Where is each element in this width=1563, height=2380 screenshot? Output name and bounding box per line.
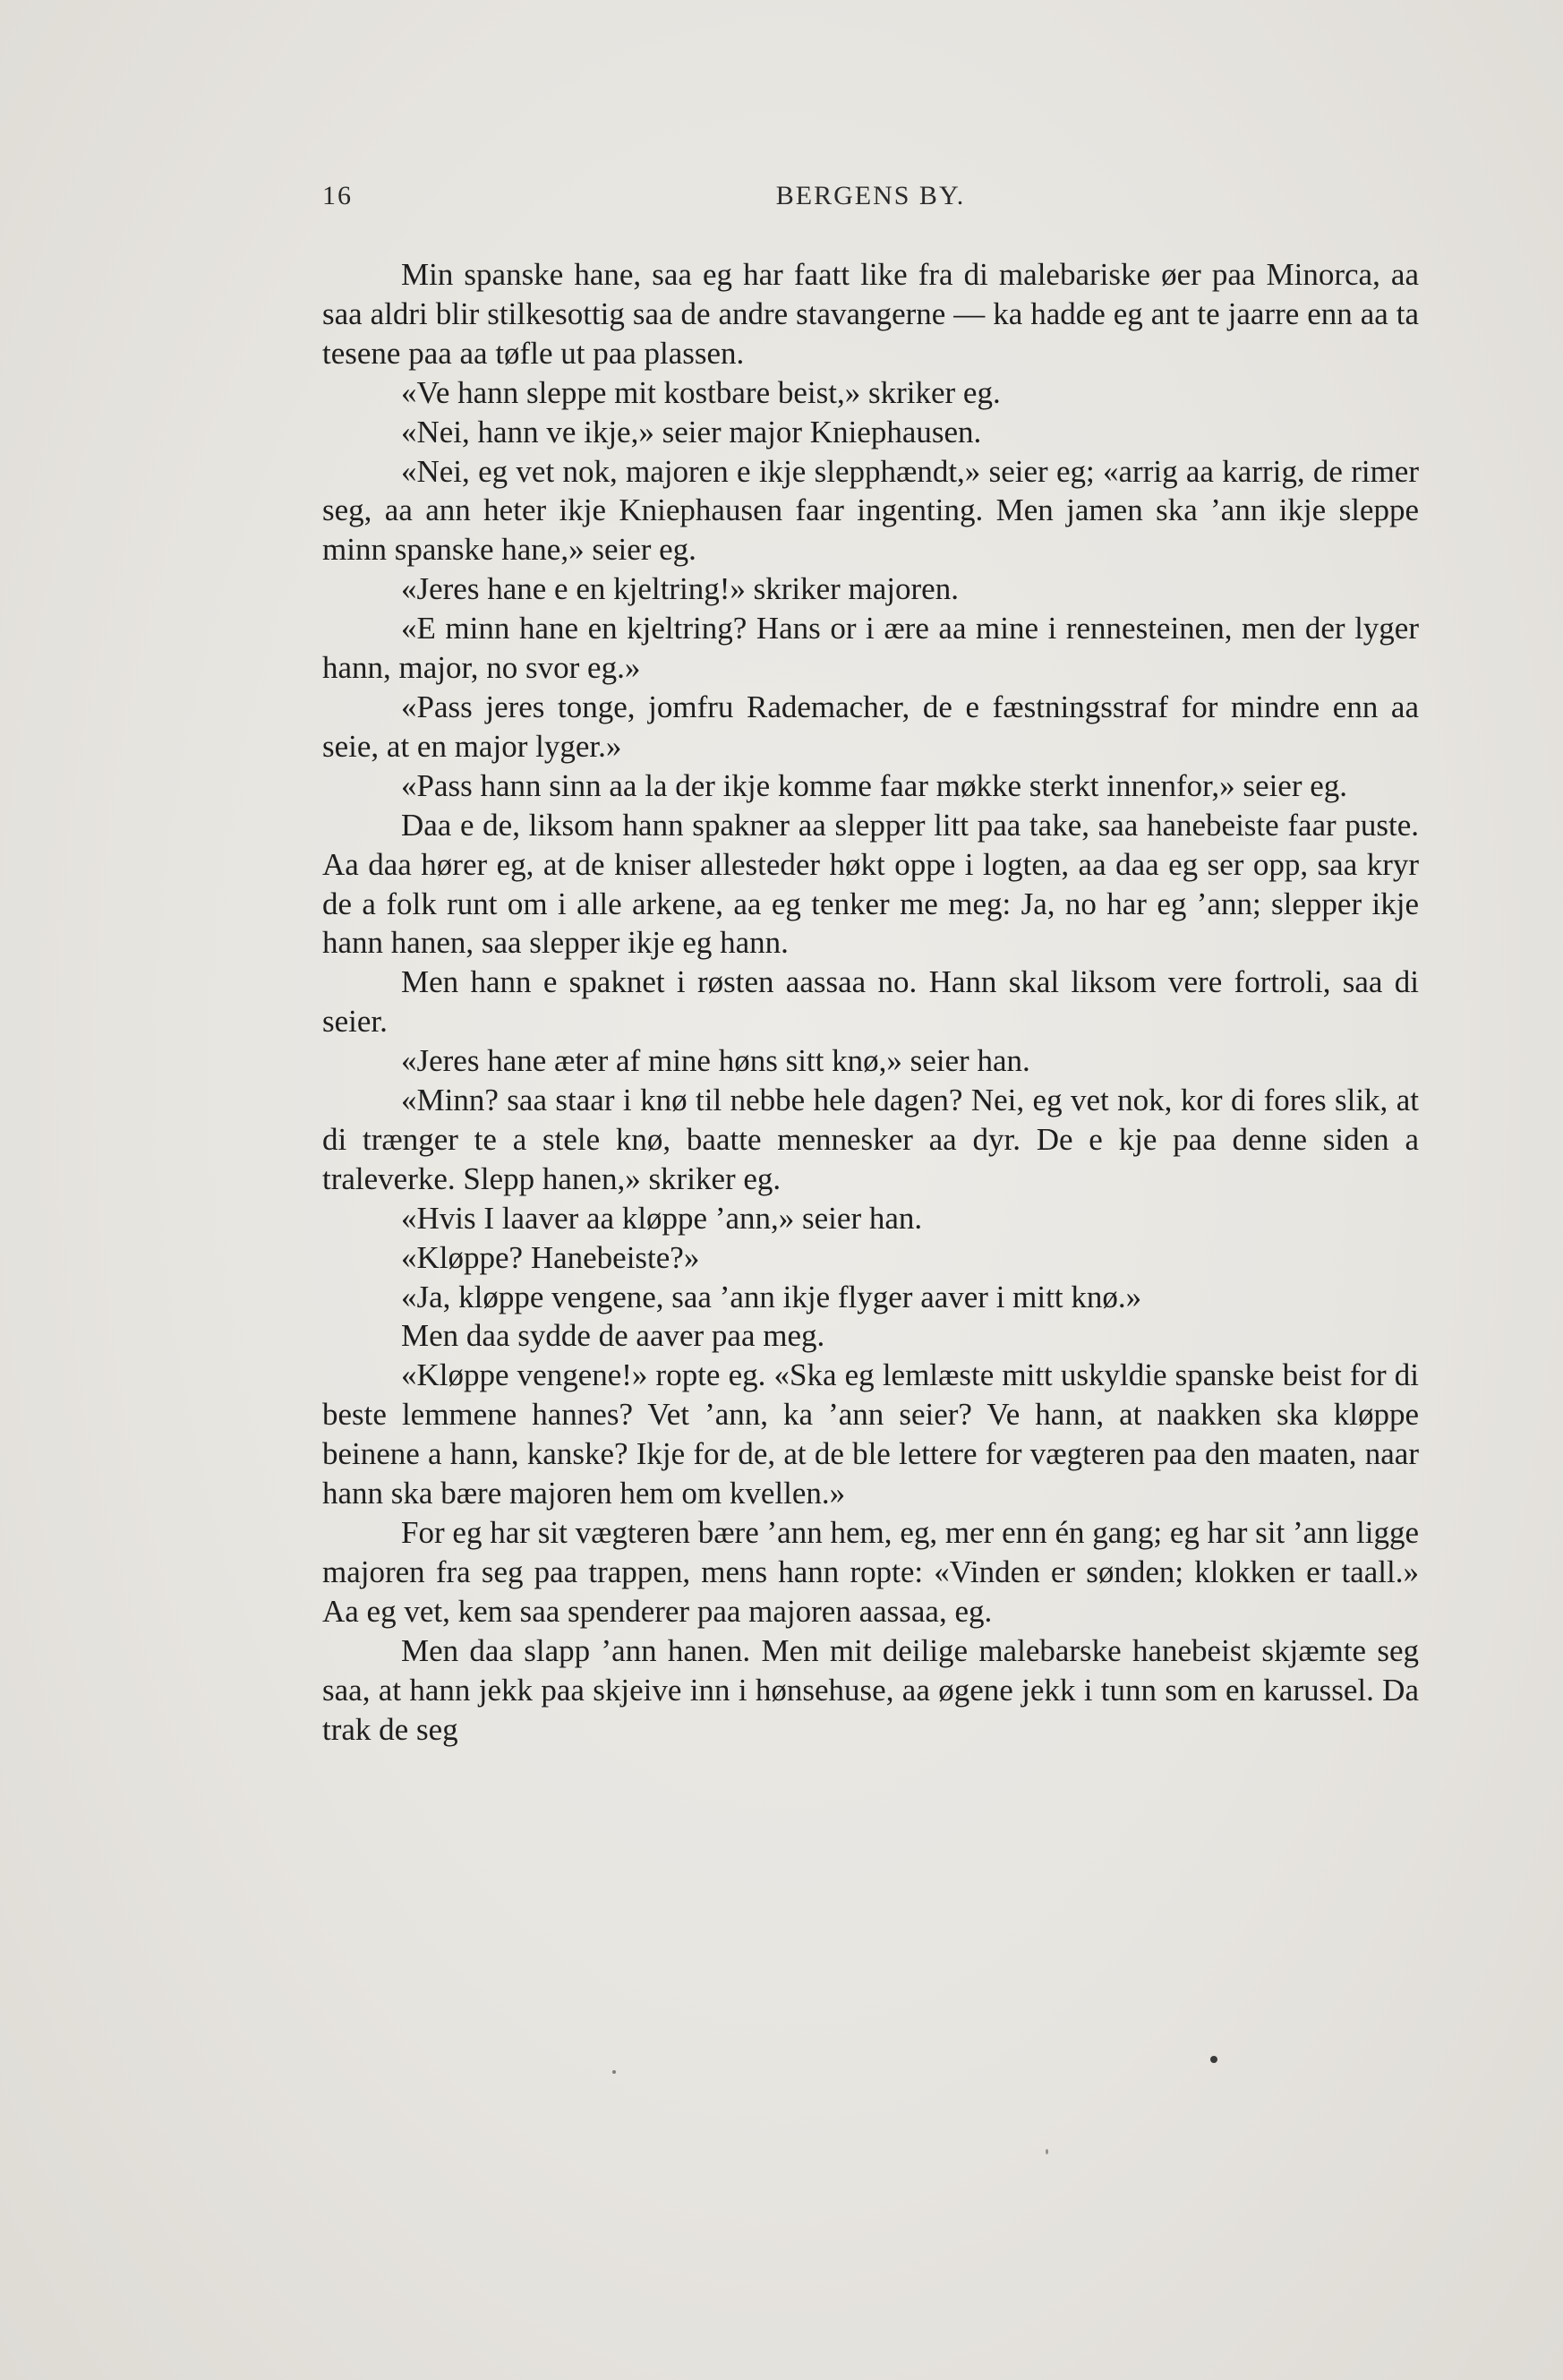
paragraph: «Nei, hann ve ikje,» seier major Kniephausen. <box>401 414 982 449</box>
paragraph: «Pass jeres tonge, jomfru Rademacher, de e fæstningsstraf for mindre enn aa seie, at en major lyger.» <box>322 689 1419 764</box>
paragraph: «Minn? saa staar i knø til nebbe hele dagen? Nei, eg vet nok, kor di fores slik, at di trænger te a stele knø, baatte mennesker aa dyr. De e kje paa denne siden a traleverke. Slepp hanen,» skriker eg. <box>322 1083 1419 1196</box>
paragraph: Men hann e spaknet i røsten aassaa no. Hann skal liksom vere fortroli, saa di seier. <box>322 964 1419 1040</box>
paragraph: «Jeres hane e en kjeltring!» skriker majoren. <box>401 571 959 607</box>
running-title: BERGENS BY. <box>775 181 966 210</box>
paragraph: Men daa sydde de aaver paa meg. <box>401 1318 825 1354</box>
paragraph: «Kløppe? Hanebeiste?» <box>401 1239 700 1275</box>
paragraph: Men daa slapp ’ann hanen. Men mit deilige malebarske hanebeist skjæmte seg saa, at hann jekk paa skjeive inn i hønsehuse, aa øgene jekk i tunn som en karussel. Da trak de seg <box>322 1632 1419 1747</box>
paragraph: Daa e de, liksom hann spakner aa slepper litt paa take, saa hanebeiste faar puste. Aa daa hører eg, at de kniser allesteder høkt oppe i logten, aa daa eg ser opp, saa kryr de a folk runt om i alle arkene, aa eg tenker me meg: Ja, no har eg ’ann; slepper ikje hann hanen, saa slepper ikje eg hann. <box>322 807 1419 961</box>
page-header <box>322 181 1419 224</box>
paragraph: «Kløppe vengene!» ropte eg. «Ska eg lemlæste mitt uskyldie spanske beist for di beste lemmene hannes? Vet ’ann, ka ’ann seier? Ve hann, at naakken ska kløppe beinene a hann, kanske? Ikje for de, at de ble lettere for vægteren paa den maaten, naar hann ska bære majoren hem om kvellen.» <box>322 1357 1419 1511</box>
paragraph: «Jeres hane æter af mine høns sitt knø,» seier han. <box>401 1043 1030 1079</box>
page-number: 16 <box>322 181 353 210</box>
paragraph: «Ve hann sleppe mit kostbare beist,» skriker eg. <box>401 374 1001 410</box>
ink-speck <box>612 2070 616 2074</box>
paragraph: «Nei, eg vet nok, majoren e ikje slepphændt,» seier eg; «arrig aa karrig, de rimer seg, aa ann heter ikje Kniephausen faar ingenting. Men jamen ska ’ann ikje sleppe minn spanske hane,» seier eg. <box>322 453 1419 568</box>
body-text <box>322 255 1419 1749</box>
paragraph: «Ja, kløppe vengene, saa ’ann ikje flyger aaver i mitt knø.» <box>401 1279 1142 1314</box>
paragraph: Min spanske hane, saa eg har faatt like fra di malebariske øer paa Minorca, aa saa aldri blir stilkesottig saa de andre stavangerne — ka hadde eg ant te jaarre enn aa ta tesene paa aa tøfle ut paa plassen. <box>322 257 1419 371</box>
paragraph: «E minn hane en kjeltring? Hans or i ære aa mine i rennesteinen, men der lyger hann, major, no svor eg.» <box>322 611 1419 686</box>
paragraph: «Hvis I laaver aa kløppe ’ann,» seier han. <box>401 1200 923 1236</box>
paragraph: For eg har sit vægteren bære ’ann hem, eg, mer enn én gang; eg har sit ’ann ligge majoren fra seg paa trappen, mens hann ropte: «Vinden er sønden; klokken er taall.» Aa eg vet, kem saa spenderer paa majoren aassaa, eg. <box>322 1515 1419 1629</box>
ink-speck <box>1210 2056 1217 2063</box>
paragraph: «Pass hann sinn aa la der ikje komme faar møkke sterkt innenfor,» seier eg. <box>401 767 1348 803</box>
ink-speck <box>1046 2149 1048 2154</box>
